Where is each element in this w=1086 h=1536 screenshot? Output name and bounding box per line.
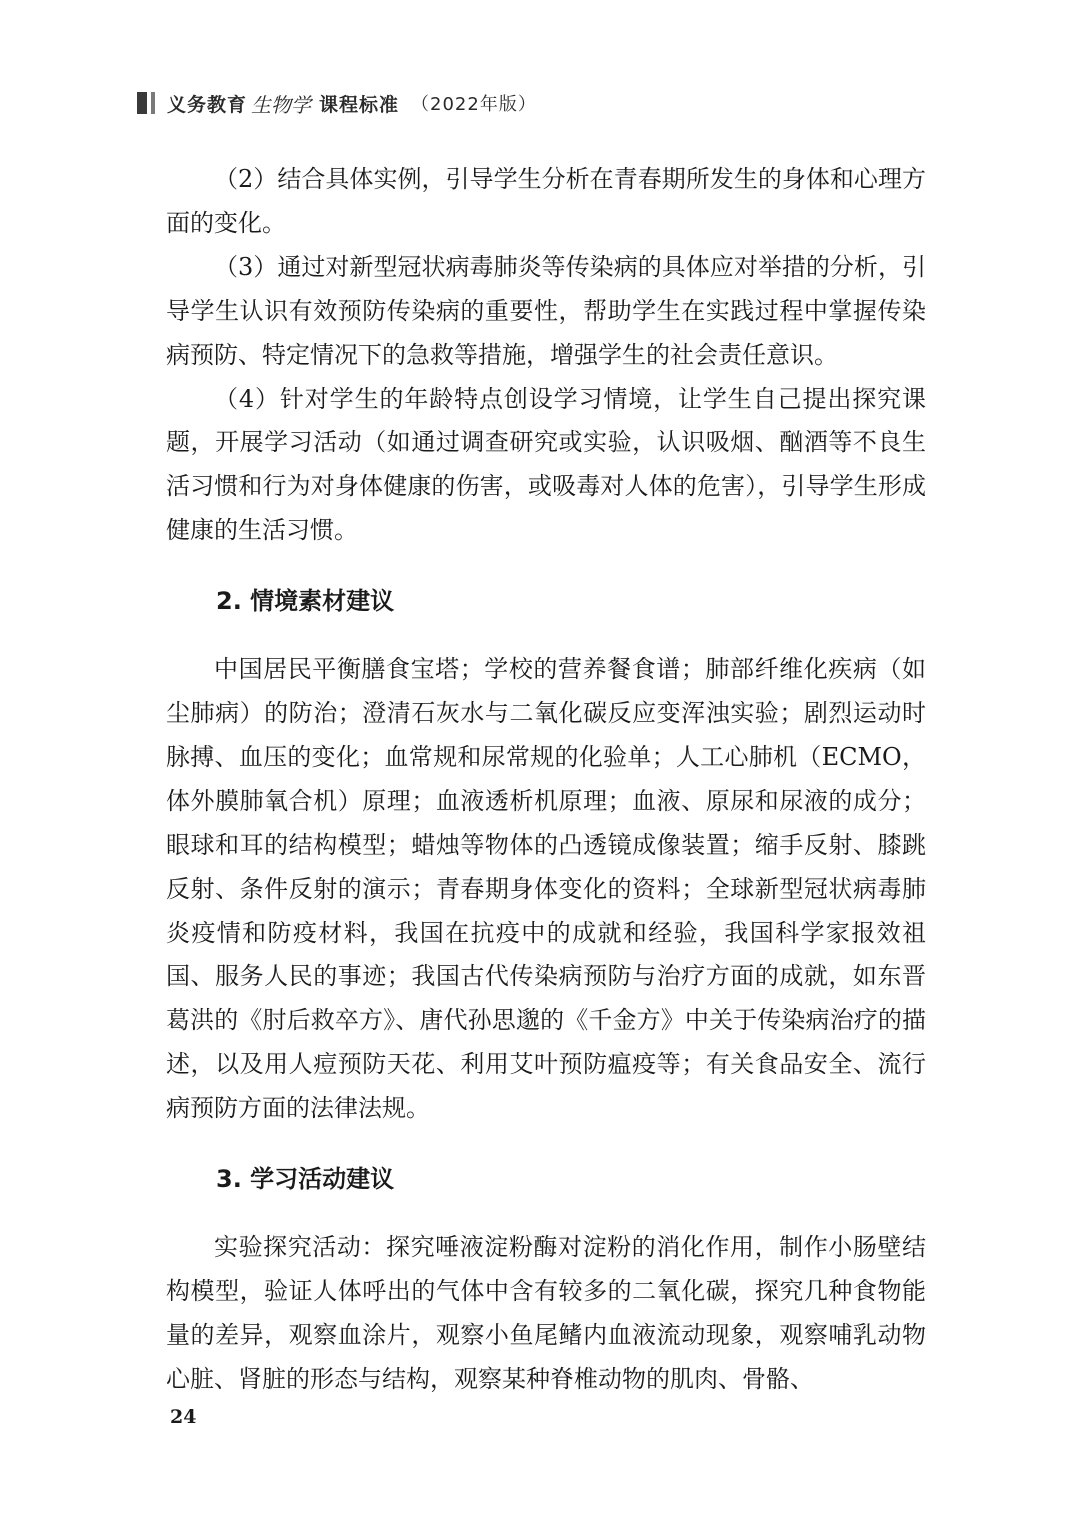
spacer (166, 1131, 926, 1158)
section-body-learning-activities: 实验探究活动：探究唾液淀粉酶对淀粉的消化作用，制作小肠壁结构模型，验证人体呼出的气体中含有较多的二氧化碳，探究几种食物能量的差异，观察血涂片，观察小鱼尾鳍内血液流动现象，观察哺乳动物心脏、肾脏的形态与结构，观察某种脊椎动物的肌肉、骨骼、 (166, 1232, 926, 1393)
section-body-context-materials: 中国居民平衡膳食宝塔；学校的营养餐食谱；肺部纤维化疾病（如尘肺病）的防治；澄清石灰水与二氧化碳反应变浑浊实验；剧烈运动时脉搏、血压的变化；血常规和尿常规的化验单；人工心肺机（ECMO，体外膜肺氧合机）原理；血液透析机原理；血液、原尿和尿液的成分；眼球和耳的结构模型；蜡烛等物体的凸透镜成像装置；缩手反射、膝跳反射、条件反射的演示；青春期身体变化的资料；全球新型冠状病毒肺炎疫情和防疫材料，我国在抗疫中的成就和经验，我国科学家报效祖国、服务人民的事迹；我国古代传染病预防与治疗方面的成就，如东晋葛洪的《肘后救卒方》、唐代孙思邈的《千金方》中关于传染病治疗的描述，以及用人痘预防天花、利用艾叶预防瘟疫等；有关食品安全、流行病预防方面的法律法规。 (166, 655, 926, 1123)
section-heading-context-materials: 2. 情境素材建议 (216, 587, 395, 616)
header-subject: 生物学 (251, 92, 312, 117)
header-standard: 课程标准 (319, 93, 400, 116)
header-bar-thin (151, 92, 155, 114)
running-header (137, 88, 537, 118)
page-number: 24 (170, 1406, 197, 1428)
paragraph-item-3: （3）通过对新型冠状病毒肺炎等传染病的具体应对举措的分析，引导学生认识有效预防传染病的重要性，帮助学生在实践过程中掌握传染病预防、特定情况下的急救等措施，增强学生的社会责任意识。 (166, 252, 926, 369)
page-body (166, 158, 926, 1402)
spacer (166, 1202, 926, 1226)
header-edition: （2022年版） (411, 94, 537, 115)
spacer (166, 553, 926, 580)
section-heading-learning-activities: 3. 学习活动建议 (216, 1165, 395, 1194)
spacer (166, 624, 926, 648)
header-bars-icon (137, 92, 155, 114)
header-bar-thick (137, 92, 147, 114)
paragraph-item-4: （4）针对学生的年龄特点创设学习情境，让学生自己提出探究课题，开展学习活动（如通过调查研究或实验，认识吸烟、酗酒等不良生活习惯和行为对身体健康的伤害，或吸毒对人体的危害），引导学生形成健康的生活习惯。 (166, 384, 926, 545)
header-book: 义务教育 (167, 93, 248, 116)
paragraph-item-2: （2）结合具体实例，引导学生分析在青春期所发生的身体和心理方面的变化。 (166, 165, 926, 237)
